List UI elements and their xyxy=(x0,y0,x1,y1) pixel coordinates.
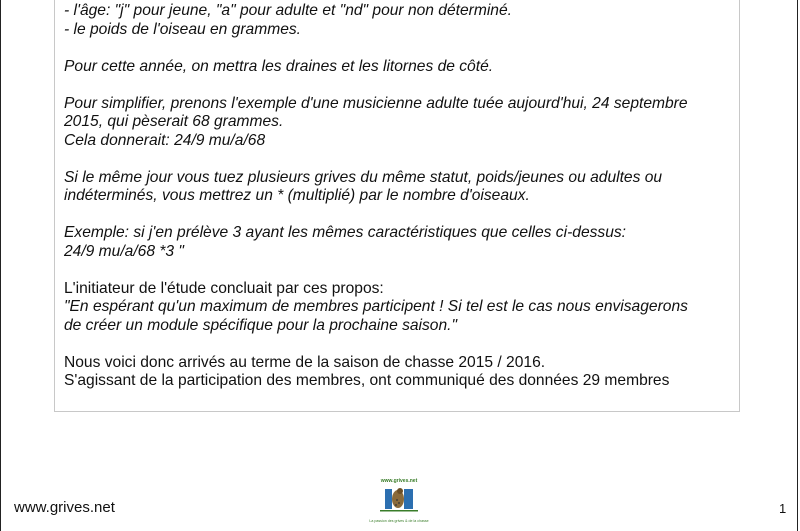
participation-line: S'agissant de la participation des membres, ont communiqué des données 29 membres xyxy=(64,372,670,389)
multiple-line-2: indéterminés, vous mettrez un * (multiplié) par le nombre d'oiseaux. xyxy=(64,187,530,204)
thrush-logo-icon xyxy=(368,484,430,514)
grives-logo xyxy=(368,478,430,524)
example-line-3: Cela donnerait: 24/9 mu/a/68 xyxy=(64,131,266,149)
sample-line-2: 24/9 mu/a/68 *3 " xyxy=(64,242,184,260)
logo-url-text: www.grives.net xyxy=(380,478,418,484)
age-line: - l'âge: "j" pour jeune, "a" pour adulte et "nd" pour non déterminé. xyxy=(64,2,512,19)
weight-line: - le poids de l'oiseau en grammes. xyxy=(64,20,302,38)
quote-line-2: de créer un module spécifique pour la prochaine saison." xyxy=(64,316,458,334)
season-end-line: Nous voici donc arrivés au terme de la saison de chasse 2015 / 2016. xyxy=(64,353,546,371)
logo-tagline: La passion des grives & de la chasse xyxy=(369,519,429,523)
example-line-1: Pour simplifier, prenons l'exemple d'une musicienne adulte tuée aujourd'hui, 24 septembre xyxy=(64,94,688,112)
initiator-line: L'initiateur de l'étude concluait par ces propos: xyxy=(64,279,384,297)
page-number: 1 xyxy=(779,501,787,516)
example-line-2: 2015, qui pèserait 68 grammes. xyxy=(64,113,284,130)
year-note: Pour cette année, on mettra les draines et les litornes de côté. xyxy=(64,57,494,75)
quote-line-1: "En espérant qu'un maximum de membres participent ! Si tel est le cas nous envisagerons xyxy=(64,298,688,315)
document-body xyxy=(64,2,730,391)
sample-line-1: Exemple: si j'en prélève 3 ayant les mêmes caractéristiques que celles ci-dessus: xyxy=(64,224,627,241)
multiple-line-1: Si le même jour vous tuez plusieurs grives du même statut, poids/jeunes ou adultes ou xyxy=(64,168,663,186)
footer-url: www.grives.net xyxy=(14,499,115,516)
